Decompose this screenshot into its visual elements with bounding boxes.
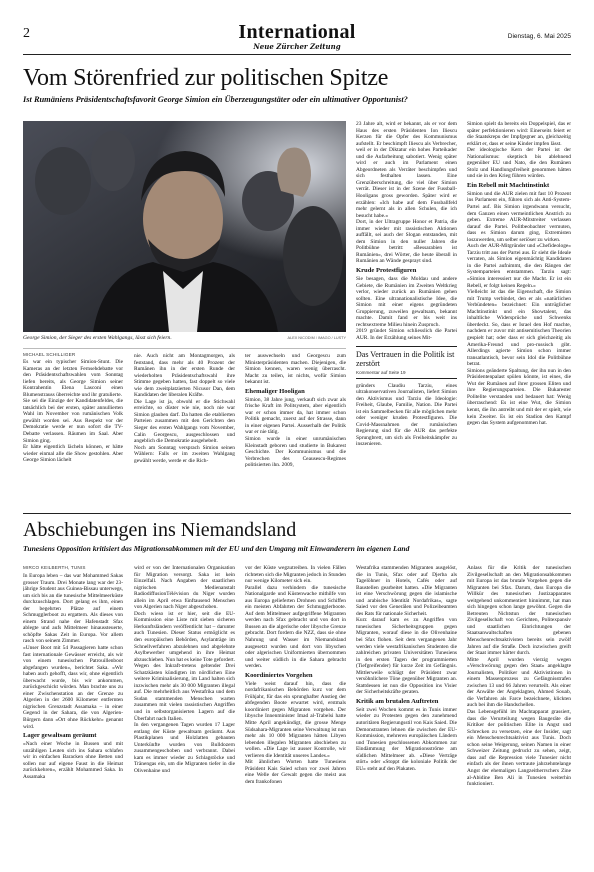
article2-col5: Anlass für die Kritik der tunesischen Zivilgesellschaft an den Migrationsabkommen mit Europa ist das brutale Vorgehen gegen die Migranten bei Sfax. Darum, dass Europa die Willkür des tunesischen Justizapparates weitgehend unkommentiert hinnimmt, hat man sich hingegen schon lange gewöhnt. Gegen die Betreuten Nichtstun der tunesischen Zivilgesellschaft von Gerichten, Politexpansiv und staatlichen Einrichtungen der Staatsanwaltschaften gebenen Menschenrechtsaktivisten bereits sein zwölf Jahren auf die Straße. Doch inzwischen greift der Staat immer härter durch. Mitte April wurden vierzig wegen «Verschwörung gegen den Staat» angeklagte Journalisten, Politiker und Aktivistinnen in einem Massenprozess zu Gefängnisstrafen zwischen 13 und 66 Jahren verurteilt. Als einer der Anwälte der Angeklagten, Ahmed Souab, die Verfahren als Farce bezeichnete, klickten auch bei ihm die Handschellen. Das Lebensgefühl im Machtapparat grassiert, dass die Verurteilung wegen Baugeräte die Kritiker der politischen Elite in Angst und Schrecken zu versetzen, eine der Insider, sagt ein Menschenrechtsaktivist aus Tunis. Doch schon seine Weigerung, seinen Namen in einer Schweizer Zeitung gedruckt zu sehen, zeigt, dass auf die Repression viele Tunesier nicht einfach als der ihnen vertraute jahrzehntelange Angst der ehemaligen Langzeitherrschers Zine al-Abidine Ben Ali in Tunesien weiterhin funktioniert. xyxy=(467,565,571,788)
article1-col4: 23 Jahre alt, wird er bekannt, als er vor dem Haus des ersten Präsidenten Ion Iliescu Kerzen für die Opfer des Kommunismus aufstellt. Er beschimpft Iliescu als Verbrecher, weil er in der Diktatur ein hohes Parteikader und die Aufarbeitung sabotiert. Wenig später wird er auch im Parlament einen Abgeordneten als Verräter beschimpfen und sich festhalten lassen. Eine Grenzüberschreitung, die viel über Simion verrät. Dieser ist in der Szene der Fussball-Hooligans gross geworden. Später wird er erzählen: «Ich habe auf dem Fussballfeld mehr gelernt als in allen Schulen, die ich besucht habe.» Dort, in der Ultragruppe Honor et Patria, die immer wieder mit rassistischen Aktionen auffällt, sei auch der Slogan entstanden, mit dem Simion in den nuller Jahren die Politbühne betritt: «Bessarabien ist Rumänien», drei Wörter, die heute überall in Rumänien an Wände gesprayt sind. xyxy=(356,121,457,265)
article2-col4: Westafrika stammenden Migranten ausgelöst, die in Tunis, Sfax oder auf Djerba als Tagelöhner in Hotels, Cafés oder auf Baustellen gearbeitet hatten. «Die Migranten ist eine Verschwörung gegen die islamische und arabische Identität Nordafrikas», sagte Saied vor den Generälen und Polizeibeamten des Rats für nationale Sicherheit. Kurz darauf kam es zu Angriffen von tunesischen Sicherheitsgruppen gegen Migranten, worauf diese in die Olivenhaine bei Sfax flohen. Seit dem vergangenen Jahr werden viele westafrikanischen Studenten die zahlreichen privaten Universitäten Tunesiens in den ersten Tagen der programmierten (Tiefgreifender) für kurze Zeit im Gefängnis. Mittlerweile schlägt der Präsident zwar versöhnlichere Töne gegenüber Migranten an. Stattdessen ist nun die Opposition ins Visier der Sicherheitskräfte geraten. xyxy=(356,565,457,696)
article2-col3: vor der Küste wegzutreiben. In vielen Fällen richteten sich die Migranten jedoch in Stunden nur wenige Kilometer sich ein. Parallel dazu verhindern die tunesische Nationalgarde und Küstenwache mithilfe von aus Europa gelieferten Drohnen und Schiffen ein meisten Abfahrten der Schmugglerboote. Auf dem Mittelmeer aufgegriffene Migranten werden nach Sfax gebracht und von dort in Bussen an die algerische oder libysche Grenze gebracht. Dort fordern die NZZ, dass sie ohne Nahrung und Wasser im Niemandsland ausgesetzt wurden und dort von libyschen oder algerischen Uniformierten übernommen und weiter südlich in die Sahara gebracht werden. xyxy=(245,565,346,670)
masthead-logo: Neue Zürcher Zeitung xyxy=(253,42,341,51)
issue-date: Dienstag, 6. Mai 2025 xyxy=(507,33,571,40)
pull-quote-box[interactable] xyxy=(356,346,457,379)
article2-col3-subhead: Koordiniertes Vorgehen xyxy=(245,671,313,679)
article2-col2: wird er von der Internationalen Organisation für Migration versorgt. Saka ist kein Einzelfall. Nach Angaben der staatlichen nigrischen Medienanstalt RadiodiffusionTélévision du Niger wurden allein im April etwa fünftausend Menschen von Algerien nach Niger abgeschoben. Doch wieso ist er hier, seit die EU-Kommission eine Liste mit sieben sicheren Herkunftsländern veröffentlicht hat – darunter auch Tunesien. Dieser Status ermöglicht es den europäischen Behörden, Asylanträge im Schnellverfahren abzulehnen und abgelehnte Asylbewerber umgehend in ihre Heimat abzuschieben. Nun hat es keine Tote gefordert. Wegen des Inkraft-tretens geltender Drei Schatzkästen kündigten im nördlichen Eine weitere Kriminalisierung, im Land halten sich inzwischen mehr als 30 000 Migranten illegal auf. Die mehrheitlich aus Westafrika und dem Sudan stammenden Menschen warten zusammen mit vielen rassistischen Angriffen und in selbstorganisierten Lagern auf die Überfahrt nach Italien. In den vergangenen Tagen wurden 17 Lager entlang der Küste gewaltsam geräumt. Aus Plastikplanen und Holzlatten gebauten Unterkünfte wurden von Bulldozern zusammengeschoben und verbrannt. Dabei kam es immer wieder zu Schlagstöcke und Tränengas ein, um die Migranten tiefer in die Olivenhaine und xyxy=(134,565,235,774)
article1-col5b: Simion und die AUR zielen mit fast 10 Prozent ins Parlament ein, führen sich als Anti-System-Partei auf. Bis Simion irgendwann versucht, dem Ganzen einen vermeintlichen Anstrich zu geben. Extreme AUR-Mitstreiter verlassen darauf die Partei. Politbeobachter vermuten, dass es Simion darum ging, Extremisten loszuwerden, um selber seriöser zu wirken. Auch der AUR-Mitgründer und «Chefideologe» Tarziu tritt aus der Partei aus. Er sieht die Ideale verraten, als Simion eigenmächtig Kandidaten in die Partei aufnimmt, die den Rängen der Systemparteien entstammen. Tarziu sagt: «Simion interessiert nur die Macht. Er ist ein Rebell, er folgt keinen Regeln.» Vielleicht ist das die Eigenschaft, die Simion mit Trump verbindet, den er als «natürlichen Verbündeten» bezeichnet: Ein untrüglicher Machtinstinkt und ein Showtalent, das inhaltliche Widersprüche und Schwenks überdeckt. So, dass er Israel den Hof machte, nachdem er zuvor mit antisemitischen Theorien gespielt hat; oder dass er sich gleichzeitig als Amerika-Freund und pro-russisch gibt. Allerdings agierte Simion schon immer transatlantisch, bevor sein Idol die Politbühne betrat. Simions geänderte Spaltung, der ihn nun in den Präsidentenpalast spülen könnte, ist eines, die Wut der Rumänen auf ihrer grossen Eliten und ihre Regierungsparteien. Die Bukarester Politelite verstanden und bedauert hat: Wenig überraschend: Es ist eine Wut, die Simion kennt, die ihn antreibt und mit der er spielt, wie kein Zweiter. Es ist ein Stadion den Kampf gegen das System aufgenommen hat. xyxy=(467,190,571,427)
article2-col3b: Viele weist darauf hin, dass die nordafrikanischen Behörden kurz vor dem Frühjahr, für das ein sprunghafter Anstieg der abfegenden Boote erwartet wird, erstmals koordiniert gegen Migranten vorgehen. Der libysche Innenminister Imad al-Trabelsi hatte Mitte April angekündigt, die grosse Menge Südsahara-Migranten seine Verwaltung ist nun mehr als 10 000 Migranten hätten Libyen lebenden illegalen Migranten abschieben zu wollen. «Die Lage ist ausser Kontrolle, wir verlieren die Identität unseres Landes.» Mit ähnlichen Worten hatte Tunesiens Präsident Kais Saied schon vor zwei Jahren eine Welle der Gewalt gegen die meist aus dem frankofonen xyxy=(245,680,346,785)
byline-rule xyxy=(23,348,346,349)
article1-col2: nie. Auch nicht am Montagmorgen, als feststand, dass mehr als 40 Prozent der Rumänen ihn in der ersten Runde der wiederholten Präsidentschaftswahl ihre Stimme gegeben hatten, fast doppelt so viele wie dem zweitplatzierten Nicusor Dan, dem Kandidaten der liberalen Kräfte. Die Lage ist ja, obwohl er die Stichwahl erreichte, so düster wie nie, noch nie war Simion glauben darf. Da hatten die etablierten Parteien zusammen mit den Gerichten den Sieger des ersten Wahlgangs vom November, Calin Georgescu, ausgeschlossen und angeblich die Demokratie ausgehebelt. Noch am Sonntag versprach Simion seinen Wählern: Falls er im zweiten Wahlgang gewählt werde, werde er die Rich- xyxy=(134,353,235,464)
article2-col1: In Europa leben – das war Mohammed Sakas grosser Traum. Drei Monate lang war der 23-jährige Student aus Guinea-Bissau unterwegs, um sich bis an die tunesische Mittelmeerküste durchzuschlagen. Dort gelang es ihm, einen der begehrten Plätze auf einem Schmugglerboot zu ergattern. Als dieses von einem Strand nahe der Hafenstadt Sfax ablegte und aufs Mittelmeer hinaussteuerte, schöpfte Sakas Zeit in Europa. Vor allem rasch von seinem Zimmer. «Unser Boot mit 54 Passagieren hatte schon fast internationale Gewässer erreicht, als wir von einem tunesischen Patrouillenboot abgefangen wurden», berichtet Saka. «Wir haben auch gehofft, dass wir, ohne eigentlich überwacht wurde, bis wir ankommen, zurückgeschickt würden. Man brachte uns zu einer Zwischenstation an der Grenze zu Algerien in der 2600 Kilometer entfernten nigrischen Grenzstadt Assamaka – in einer Gegend in der Sahara, die von Algerien-Bürgern dann «Ort ohne Rückkehr» genannt wird. xyxy=(23,573,123,730)
section-title: International xyxy=(238,21,356,43)
article1-col4c: gründers Claudiu Tarziu, eines ultrakonservativen Journalisten, liefert Simion den Aktivismus und Tarziu die Ideologie: Freiheit, Glaube, Familie, Nation. Die Partei ist ein Sammelbecken für alle möglichen mehr oder weniger kruden Protestfiguren. Die Covid-Massnahmen der rumänischen Regierung sind für die AUR das perfekte Sprungbrett, um sich als Freiheitskämpfer zu inszenieren. xyxy=(356,382,457,448)
page-number: 2 xyxy=(23,26,30,41)
header-rule xyxy=(23,54,571,55)
article1-col5: Simion spielt da bereits ein Doppelspiel, das er später perfektionieren wird: Einerseits feiert er die Staatskrepu der Impfgegner an, gleichzeitig erklärt er, dass er seine Kinder impfen lässt. Der ideologische Kern der Partei ist der Nationalismus: skeptisch bis ablehnend gegenüber EU und Nato, die den Rumänen Stolz und Handlungsfreiheit genommen hätten und sie in den Krieg führen würden. xyxy=(467,121,571,180)
article1-col3-subhead: Ehemaliger Hooligan xyxy=(245,387,305,395)
article1-author: MICHAEL SCHILLIGER xyxy=(23,352,76,357)
article2-col1-block xyxy=(23,573,123,869)
article2-col4-subhead: Kritik am brutalen Auftreten xyxy=(356,697,439,705)
article1-photo xyxy=(23,121,346,332)
article2-col3-block xyxy=(245,565,346,869)
article2-col1b: «Nach einer Woche in Bussen und mit unzähligen Leuten sich ins Sahara schlafen wir in einfachen Baracken ohne Betten und sollen nur auf eigene Faust in die Heimat zurückkehren», erzählt Mohammed Saka. In Assamaka xyxy=(23,741,123,780)
article2-title: Abschiebungen ins Niemandsland xyxy=(23,519,297,541)
article2-subtitle: Tunesiens Opposition kritisiert das Migrationsabkommen mit der EU und den Umgang mit Einwanderern im eigenen Land xyxy=(23,544,410,553)
article1-col1: Es war ein typischer Simion-Stunt. Die Kameras an der letzten Fernsehdebatte vor den Präsidentschaftswahlen vom Sonntag liefen bereits, als George Simion seiner Kontrahentin Elena Lasconi einen Blumenstrauss überreichte und ihr gratulierte. Sie sei die Einzige der Kandidatenfeldes, die tatsächlich bei der ersten, später annullierten Wahl im November von rumänischen Volk gewählt worden sei. Aus Respekt vor der Demokratie werde er nun sofort die TV-Debatte verlassen. Räumen im Saal. Aber Simion ging. Er hätte eigentlich lächeln können, er hätte wieder einmal alle die Show gestohlen. Aber George Simion lächelt xyxy=(23,359,123,464)
pull-quote: Das Vertrauen in die Politik ist zerstört xyxy=(356,349,455,368)
photo-caption: George Simion, der Sieger des ersten Wahlgangs, lässt sich feiern. xyxy=(23,335,172,341)
article1-col5-block xyxy=(467,121,571,508)
article-divider xyxy=(23,513,571,514)
article2-author: MIRCO KEILBERTH, TUNIS xyxy=(23,565,86,570)
photo-credit: ALEX NICODIM / IMAGO / LUSTY xyxy=(287,336,346,340)
article1-col3: ter auswechseln und Georgescu zum Ministerpräsidenten machen. Diejenigen, die Simion kennen, waren wenig überrascht. Macht zu teilen, ist nichts, wofür Simion bekannt ist. xyxy=(245,353,346,386)
article1-col5-subhead: Ein Rebell mit Machtinstinkt xyxy=(467,181,550,189)
article1-col4-block xyxy=(356,121,457,508)
article1-title: Vom Störenfried zur politischen Spitze xyxy=(23,65,389,91)
article1-col4-subhead: Krude Protestfiguren xyxy=(356,267,417,275)
article1-col3-block xyxy=(245,353,346,508)
article1-subtitle: Ist Rumäniens Präsidentschaftsfavorit George Simion ein Überzeugungstäter oder ein ultimativer Opportunist? xyxy=(23,95,408,104)
article2-col1-subhead: Lager gewaltsam geräumt xyxy=(23,732,97,740)
pull-quote-ref: Kommentar auf Seite 19 xyxy=(356,369,406,375)
article2-col4-block xyxy=(356,565,457,869)
article2-col4b: Seit zwei Wochen kommt es in Tunis immer wieder zu Protesten gegen den zunehmend autoritären Regierungsstil von Kais Saied. Die Demonstranten lehnen die zwischen der EU-Kommission, mehreren europäischen Ländern und Tunesien geschlossenen Abkommen zur Eindämmung der Migrationsströme am südlichen Mittelmeer ab. «Diese Verträge stört» oder «Stoppt die koloniale Politik der EU» steht auf den Plakaten. xyxy=(356,706,457,772)
article1-col4b: Sie besagen, dass die Moldau und andere Gebiete, die Rumänien im Zweiten Weltkrieg verlor, wieder zurück an Rumänien gehen sollten. Eine ultranationalistische Idee, die Simion mit einer eigens gegründeten Gruppierung, zuweilen gewaltsam, bekannt machte. Damit fand er bis weit ins rechtsextreme Milieu hinein Zuspruch. 2019 gründet Simion schliesslich die Partei AUR. In der Erzählung seines Mit- xyxy=(356,276,457,341)
article1-col3b: Simion, 38 Jahre jung, verkauft sich zwar als frische Kraft im Politsystem, aber eigentlich war er schon immer da, hat immer schon Politik gemacht, zuerst auf der Strasse, dann in einer eigenen Partei. Ausserhalb der Politik war er nie tätig. Simion wurde in einer unrumänischen Kleinstadt geboren und studierte in Bukarest Geschichte. Der Kommunismus und die Verbrechen des Ceausescu-Regimes politisierten ihn. 2009, xyxy=(245,396,346,469)
